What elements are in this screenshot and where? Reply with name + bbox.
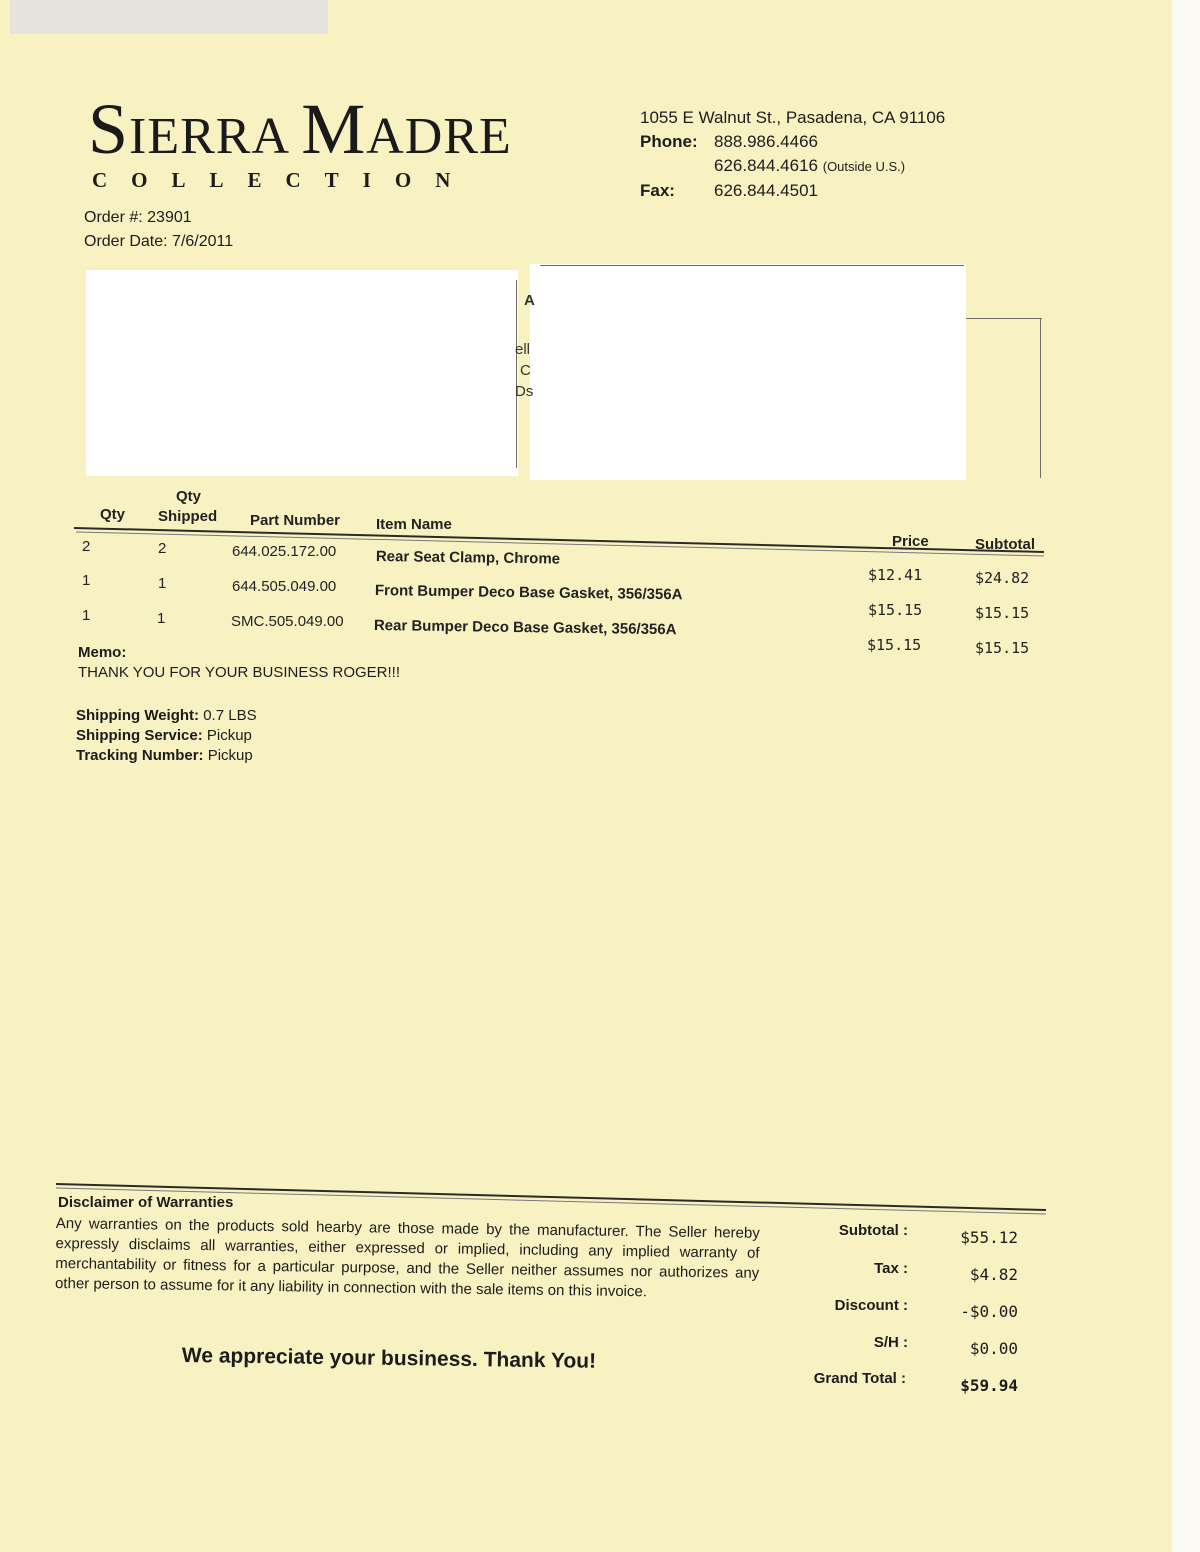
phone-number: 888.986.4466 [714,132,818,151]
memo-text: THANK YOU FOR YOUR BUSINESS ROGER!!! [78,664,401,681]
table-header-rule [74,528,1044,552]
cell-shipped: 2 [158,540,167,557]
cell-part: SMC.505.049.00 [231,613,344,630]
peek-text: A ell C Ds [515,292,535,400]
col-header-price: Price [892,533,929,550]
cell-price: $15.15 [868,601,923,619]
disclaimer-title: Disclaimer of Warranties [58,1194,234,1211]
col-header-qty-shipped-2: Shipped [158,508,218,525]
order-number: 23901 [147,209,192,226]
shipping-service: Pickup [206,727,252,744]
shipping-weight-label: Shipping Weight: [76,707,200,724]
cell-part: 644.025.172.00 [232,543,337,560]
disclaimer-text: Any warranties on the products sold hearby are those made by the manufacturer. The Seller hereby expressly disclaims all warranties, either expressed or implied, including any implied warranty of merchantability or fitness for a particular purpose, and the Seller neither assumes nor authorizes any other person to assume for it any liability in connection with the sale items on this invoice. [54,1214,760,1301]
brand-logo-subtitle: COLLECTION [92,168,475,192]
shipping-service-row [76,726,257,746]
grand-total-label: Grand Total : [813,1370,906,1387]
cell-shipped: 1 [157,610,166,627]
shipping-weight: 0.7 LBS [203,707,257,724]
order-date: 7/6/2011 [172,233,234,250]
cell-item: Rear Bumper Deco Base Gasket, 356/356A [373,617,677,639]
phone-number-intl: 626.844.4616 [714,156,818,175]
col-header-qty: Qty [100,506,126,523]
tracking-number: Pickup [207,747,253,764]
sh-label: S/H : [873,1334,908,1351]
col-header-part-number: Part Number [250,512,341,529]
order-number-label: Order #: [84,209,143,226]
cell-qty: 1 [82,572,91,589]
cell-subtotal: $15.15 [975,639,1030,657]
discount-value: -$0.00 [960,1302,1018,1321]
cell-price: $15.15 [867,636,922,654]
subtotal-value: $55.12 [960,1228,1018,1247]
company-address: 1055 E Walnut St., Pasadena, CA 91106 [640,108,946,127]
shipping-service-label: Shipping Service: [76,727,203,744]
fax-label: Fax: [640,181,675,200]
memo-label: Memo: [78,644,127,661]
cell-part: 644.505.049.00 [232,578,337,595]
cell-subtotal: $15.15 [975,604,1030,622]
tracking-row [76,746,257,766]
col-header-qty-shipped-1: Qty [176,488,202,505]
cell-subtotal: $24.82 [975,569,1030,587]
thank-you-message: We appreciate your business. Thank You! [181,1344,597,1373]
tax-value: $4.82 [969,1265,1018,1284]
grand-total-value: $59.94 [960,1376,1018,1395]
fax-number: 626.844.4501 [714,181,818,200]
phone-intl-note: (Outside U.S.) [822,159,906,174]
cell-item: Front Bumper Deco Base Gasket, 356/356A [374,582,683,604]
discount-label: Discount : [834,1297,908,1314]
cell-price: $12.41 [868,566,923,584]
shipping-info [76,706,257,766]
tax-label: Tax : [874,1260,908,1277]
cell-shipped: 1 [158,575,167,592]
shipping-weight-row [76,706,257,726]
col-header-subtotal: Subtotal [975,536,1035,553]
cell-qty: 2 [82,538,91,555]
cell-item: Rear Seat Clamp, Chrome [375,548,561,568]
order-date-label: Order Date: [84,233,168,250]
subtotal-label: Subtotal : [838,1222,908,1239]
sh-value: $0.00 [969,1339,1018,1358]
tracking-label: Tracking Number: [76,747,204,764]
cell-qty: 1 [82,607,91,624]
col-header-item-name: Item Name [376,516,452,533]
brand-logo: SIERRA MADRE [88,89,512,169]
phone-label: Phone: [640,132,698,151]
